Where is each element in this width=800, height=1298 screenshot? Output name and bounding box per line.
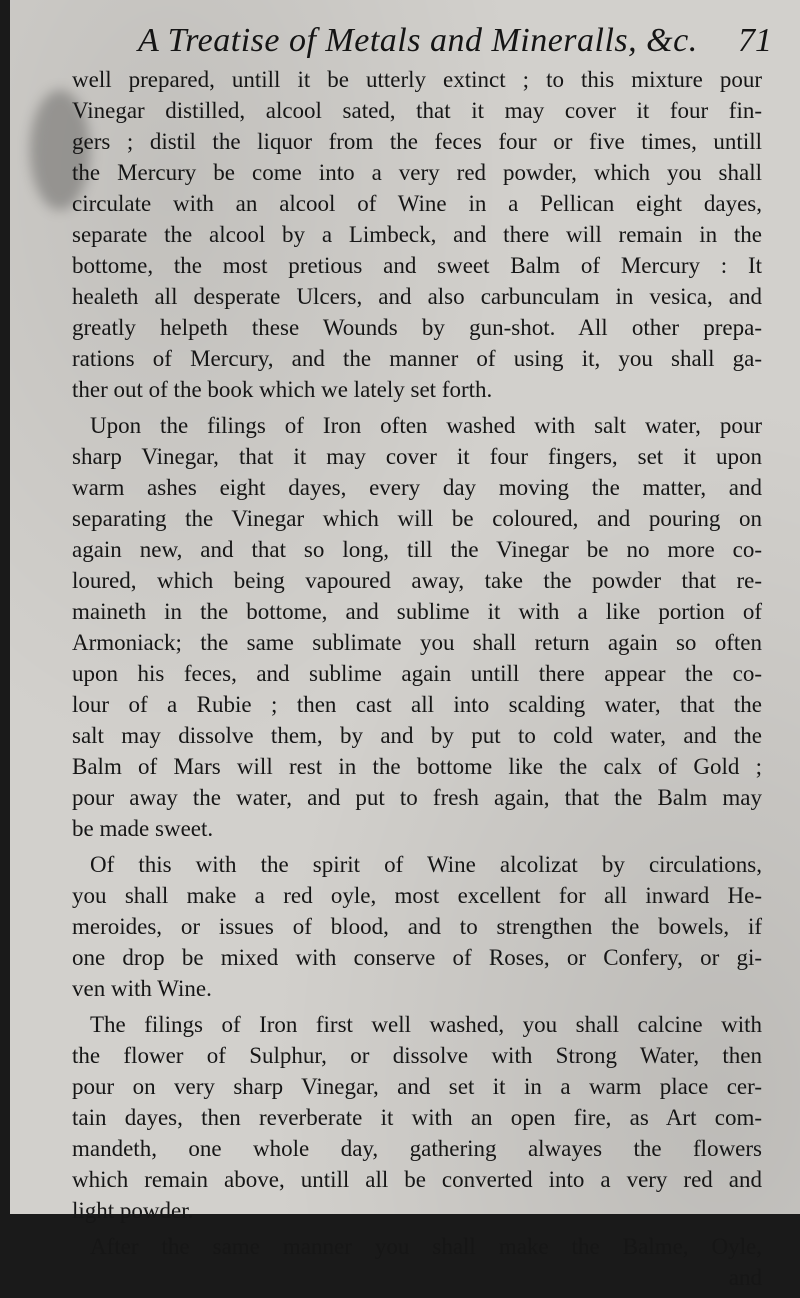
text-line: which remain above, untill all be converted into a very red and <box>72 1167 762 1192</box>
text-line: Armoniack; the same sublimate you shall return again so often <box>72 630 762 655</box>
text-line: mandeth, one whole day, gathering alwayes the flowers <box>72 1136 762 1161</box>
text-line: warm ashes eight dayes, every day moving the matter, and <box>72 475 762 500</box>
paragraph <box>72 1231 762 1293</box>
text-line: the flower of Sulphur, or dissolve with Strong Water, then <box>72 1043 762 1068</box>
text-line: salt may dissolve them, by and by put to cold water, and the <box>72 723 762 748</box>
text-line: rations of Mercury, and the manner of using it, you shall ga- <box>72 346 762 371</box>
text-line: ven with Wine. <box>72 976 212 1001</box>
text-line: sharp Vinegar, that it may cover it four fingers, set it upon <box>72 444 762 469</box>
text-line: the Mercury be come into a very red powder, which you shall <box>72 160 762 185</box>
text-line: Vinegar distilled, alcool sated, that it may cover it four fin- <box>72 98 762 123</box>
body-text <box>72 64 762 1298</box>
text-line: one drop be mixed with conserve of Roses, or Confery, or gi- <box>72 945 762 970</box>
text-line: again new, and that so long, till the Vinegar be no more co- <box>72 537 762 562</box>
text-line: light powder. <box>72 1198 194 1223</box>
text-line: well prepared, untill it be utterly extinct ; to this mixture pour <box>72 67 762 92</box>
text-line: Balm of Mars will rest in the bottome like the calx of Gold ; <box>72 754 762 779</box>
text-line: be made sweet. <box>72 816 214 841</box>
text-line: loured, which being vapoured away, take the powder that re- <box>72 568 762 593</box>
page-header <box>10 22 800 66</box>
book-page <box>10 0 800 1290</box>
text-line: pour away the water, and put to fresh again, that the Balm may <box>72 785 762 810</box>
text-line: gers ; distil the liquor from the feces four or five times, untill <box>72 129 762 154</box>
text-line: separating the Vinegar which will be coloured, and pouring on <box>72 506 762 531</box>
text-line: The filings of Iron first well washed, you shall calcine with <box>90 1012 762 1037</box>
text-line: pour on very sharp Vinegar, and set it in a warm place cer- <box>72 1074 762 1099</box>
page-number: 71 <box>738 22 772 59</box>
paragraph <box>72 64 762 405</box>
text-line: meroides, or issues of blood, and to strengthen the bowels, if <box>72 914 762 939</box>
paragraph <box>72 1009 762 1226</box>
text-line: lour of a Rubie ; then cast all into scalding water, that the <box>72 692 762 717</box>
text-line: upon his feces, and sublime again untill there appear the co- <box>72 661 762 686</box>
text-line: greatly helpeth these Wounds by gun-shot. All other prepa- <box>72 315 762 340</box>
text-line: maineth in the bottome, and sublime it with a like portion of <box>72 599 762 624</box>
text-line: circulate with an alcool of Wine in a Pellican eight dayes, <box>72 191 762 216</box>
paragraph <box>72 410 762 844</box>
paragraph <box>72 849 762 1004</box>
text-line: Of this with the spirit of Wine alcolizat by circulations, <box>90 852 762 877</box>
running-title: A Treatise of Metals and Mineralls, &c. <box>138 22 698 59</box>
text-line: After the same manner you shall make the Balme, Oyle, <box>90 1234 762 1259</box>
text-line: bottome, the most pretious and sweet Balm of Mercury : It <box>72 253 762 278</box>
text-line: separate the alcool by a Limbeck, and there will remain in the <box>72 222 762 247</box>
catchword: and <box>728 1265 762 1290</box>
text-line: Upon the filings of Iron often washed with salt water, pour <box>90 413 762 438</box>
text-line: healeth all desperate Ulcers, and also carbunculam in vesica, and <box>72 284 762 309</box>
text-line: you shall make a red oyle, most excellent for all inward He- <box>72 883 762 908</box>
text-line: tain dayes, then reverberate it with an open fire, as Art com- <box>72 1105 762 1130</box>
text-line: ther out of the book which we lately set forth. <box>72 377 493 402</box>
